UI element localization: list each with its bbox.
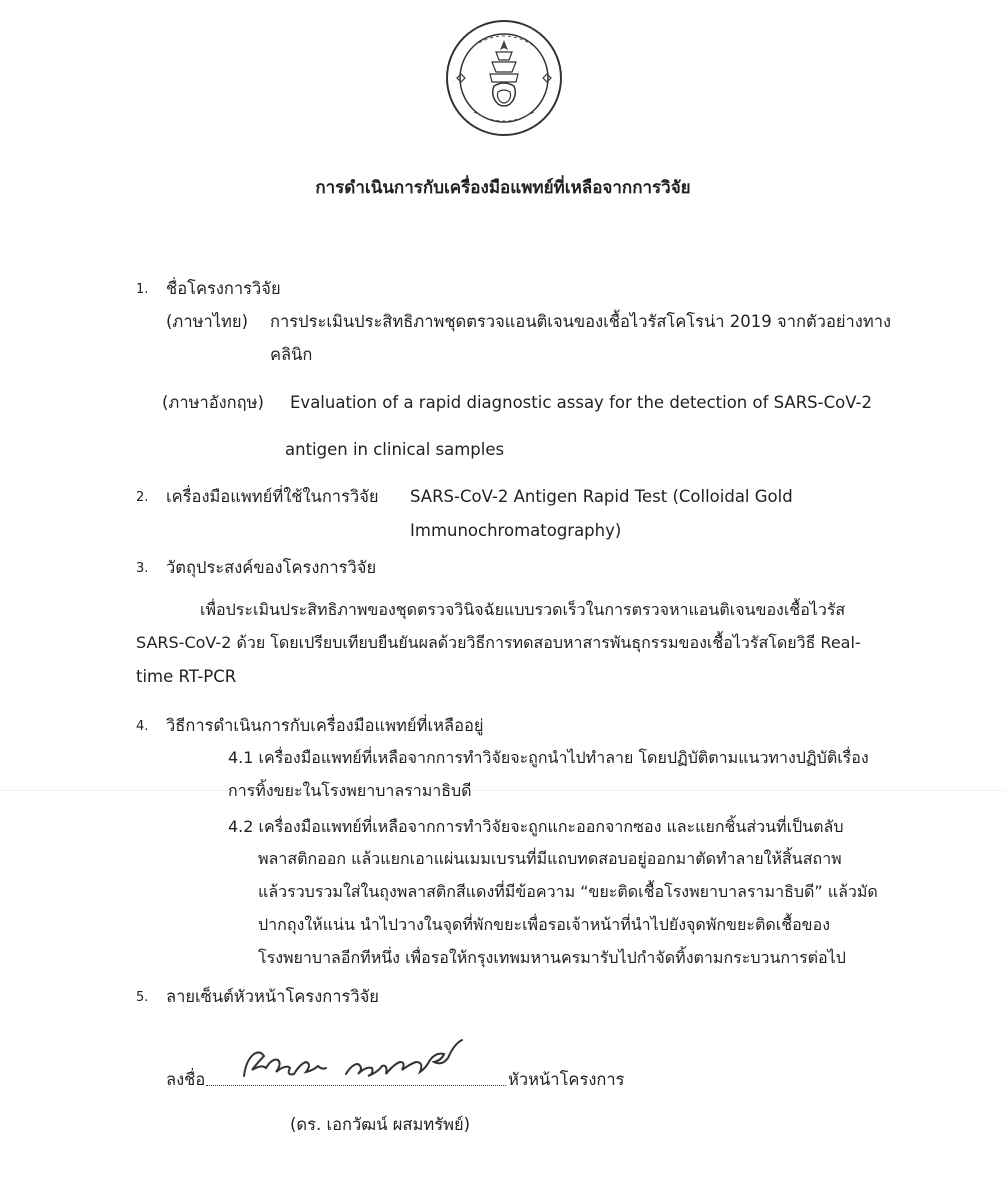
english-title-line: Evaluation of a rapid diagnostic assay for the detection of SARS-CoV-2 — [290, 393, 872, 412]
signer-role: หัวหน้าโครงการ — [508, 1070, 625, 1089]
procedure-line: ปากถุงให้แน่น นำไปวางในจุดที่พักขยะเพื่อรอเจ้าหน้าที่นำไปยังจุดพักขยะติดเชื้อของ — [258, 915, 831, 934]
procedure-line: พลาสติกออก แล้วแยกเอาแผ่นเมมเบรนที่มีแถบทดสอบอยู่ออกมาตัดทำลายให้สิ้นสถาพ — [258, 849, 842, 868]
procedure-line: การทิ้งขยะในโรงพยาบาลรามาธิบดี — [228, 781, 472, 800]
royal-seal-icon — [444, 18, 564, 138]
section-heading: วิธีการดำเนินการกับเครื่องมือแพทย์ที่เหลืออยู่ — [166, 716, 484, 735]
signer-printed-name: (ดร. เอกวัฒน์ ผสมทรัพย์) — [290, 1115, 471, 1134]
objective-line: SARS-CoV-2 ด้วย โดยเปรียบเทียบยืนยันผลด้วยวิธีการทดสอบหาสารพันธุกรรมของเชื้อไวรัสโดยวิธี Real- — [136, 633, 861, 652]
device-name-line: Immunochromatography) — [410, 521, 622, 540]
document-title: การดำเนินการกับเครื่องมือแพทย์ที่เหลือจากการวิจัย — [315, 178, 691, 198]
section-heading: ลายเซ็นต์หัวหน้าโครงการวิจัย — [166, 987, 379, 1006]
section-number: 3. — [136, 561, 149, 576]
section-number: 4. — [136, 719, 149, 734]
thai-label: (ภาษาไทย) — [166, 312, 249, 331]
sign-label: ลงชื่อ — [166, 1070, 206, 1089]
procedure-line: โรงพยาบาลอีกทีหนึ่ง เพื่อรอให้กรุงเทพมหานครมารับไปกำจัดทิ้งตามกระบวนการต่อไป — [258, 948, 846, 967]
section-number: 1. — [136, 282, 149, 297]
english-title-line: antigen in clinical samples — [285, 440, 505, 459]
section-heading: วัตถุประสงค์ของโครงการวิจัย — [166, 558, 377, 577]
section-heading: เครื่องมือแพทย์ที่ใช้ในการวิจัย — [166, 487, 379, 506]
objective-line: เพื่อประเมินประสิทธิภาพของชุดตรวจวินิจฉัยแบบรวดเร็วในการตรวจหาแอนติเจนของเชื้อไวรัส — [200, 600, 846, 619]
english-label: (ภาษาอังกฤษ) — [162, 393, 264, 412]
procedure-line: แล้วรวบรวมใส่ในถุงพลาสติกสีแดงที่มีข้อความ “ขยะติดเชื้อโรงพยาบาลรามาธิบดี” แล้วมัด — [258, 882, 878, 901]
section-number: 5. — [136, 990, 149, 1005]
section-heading: ชื่อโครงการวิจัย — [166, 279, 281, 298]
scan-artifact — [0, 790, 1006, 791]
section-number: 2. — [136, 490, 149, 505]
signature — [236, 1038, 506, 1088]
thai-title-line: คลินิก — [270, 345, 313, 364]
procedure-line: 4.2 เครื่องมือแพทย์ที่เหลือจากการทำวิจัยจะถูกแกะออกจากซอง และแยกชิ้นส่วนที่เป็นตลับ — [228, 817, 844, 836]
procedure-line: 4.1 เครื่องมือแพทย์ที่เหลือจากการทำวิจัยจะถูกนำไปทำลาย โดยปฏิบัติตามแนวทางปฏิบัติเรื่อง — [228, 748, 869, 767]
device-name-line: SARS-CoV-2 Antigen Rapid Test (Colloidal Gold — [410, 487, 793, 506]
thai-title-line: การประเมินประสิทธิภาพชุดตรวจแอนติเจนของเชื้อไวรัสโคโรน่า 2019 จากตัวอย่างทาง — [270, 312, 892, 331]
objective-line: time RT-PCR — [136, 667, 237, 686]
